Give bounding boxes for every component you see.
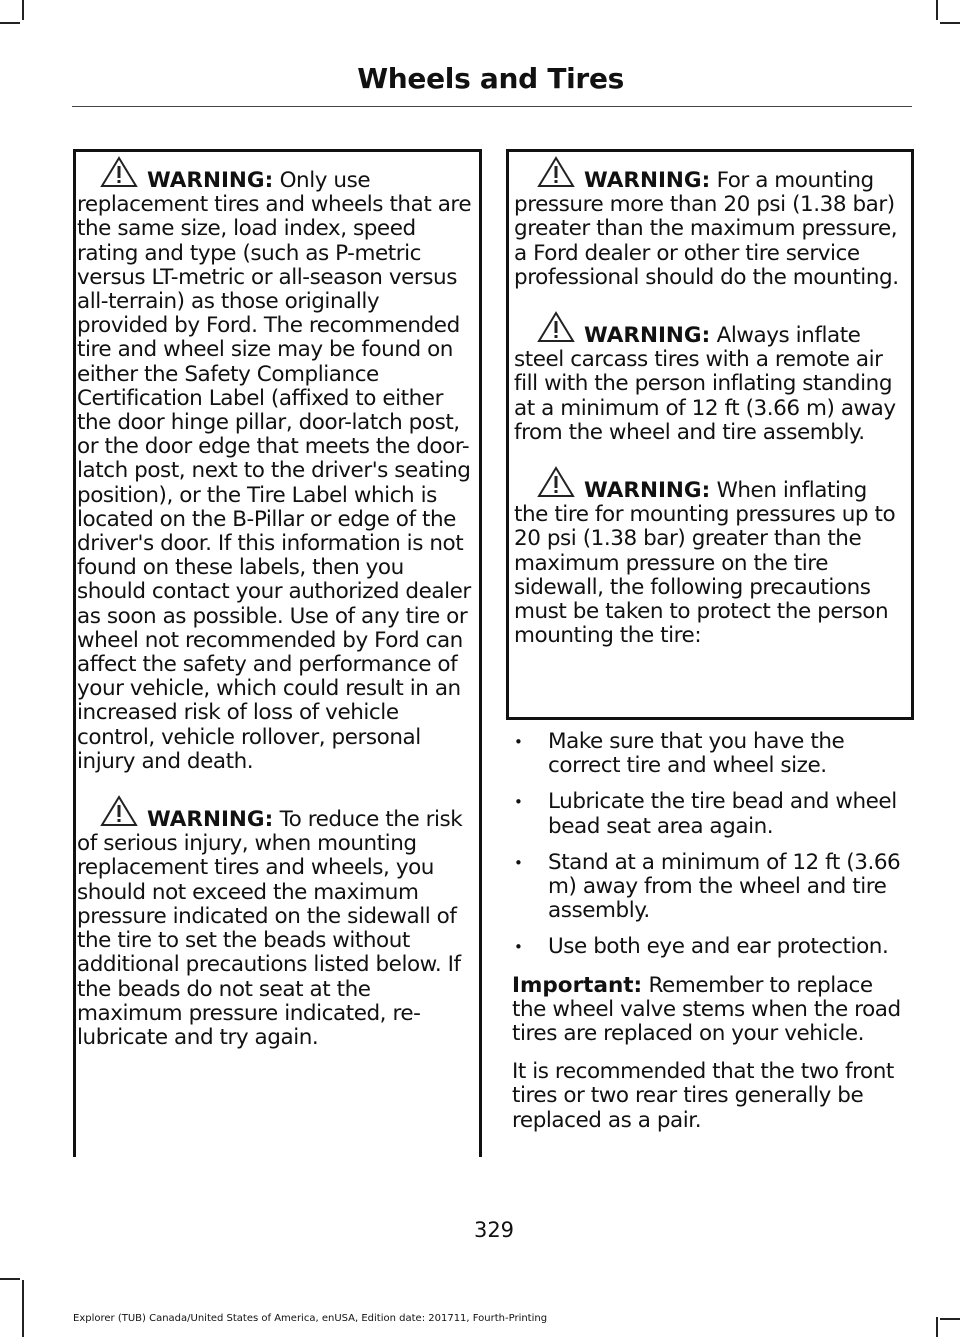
crop-mark	[22, 0, 24, 20]
warning-triangle-icon	[536, 310, 576, 344]
warning-block	[514, 465, 906, 648]
warning-label: WARNING:	[584, 478, 711, 504]
closing-paragraph: It is recommended that the two front tires or two rear tires generally be replaced as a pair.	[512, 1059, 894, 1133]
section-title: Wheels and Tires	[357, 62, 624, 95]
crop-mark	[22, 1280, 24, 1337]
warning-triangle-icon	[99, 794, 139, 828]
important-text: Remember to replace the wheel valve stems when the road tires are replaced on your vehicle.	[512, 972, 901, 1047]
warning-label: WARNING:	[584, 168, 711, 193]
warning-text: Only use replacement tires and wheels that are the same size, load index, speed rating and type (such as P-metric versus LT-metric or all-season versus all-terrain) as those originally provided by Ford. The recommended tire and wheel size may be found on either the Safety Compliance Certification Label (affixed to either the door hinge pillar, door-latch post, or the door edge that meets the door-latch post, next to the driver's seating position), or the Tire Label which is located on the B-Pillar or edge of the driver's door. If this information is not found on these labels, then you should contact your authorized dealer as soon as possible. Use of any tire or wheel not recommended by Ford can affect the safety and performance of your vehicle, which could result in an increased risk of loss of vehicle control, vehicle rollover, personal injury and death.	[77, 168, 472, 774]
warning-text: To reduce the risk of serious injury, when mounting replacement tires and wheels, you should not exceed the maximum pressure indicated on the sidewall of the tire to set the beads without additional precautions listed below. If the beads do not seat at the maximum pressure indicated, re-lubricate and try again.	[77, 807, 463, 1050]
crop-mark	[936, 0, 938, 20]
warning-block	[514, 310, 906, 445]
warning-triangle-icon	[536, 465, 576, 499]
crop-mark	[0, 22, 20, 24]
warning-triangle-icon	[536, 155, 576, 189]
warning-text: Always inflate steel carcass tires with a remote air fill with the person inflating standing at a minimum of 12 ft (3.66 m) away from the wheel and tire assembly.	[514, 323, 896, 445]
right-body	[512, 730, 912, 1147]
warning-label: WARNING:	[147, 807, 274, 833]
crop-mark	[0, 1278, 20, 1280]
warning-triangle-icon	[99, 155, 139, 189]
warning-label: WARNING:	[147, 168, 274, 193]
list-item: • Use both eye and ear protection.	[512, 935, 912, 959]
crop-mark	[940, 22, 960, 24]
left-warning-box	[73, 149, 482, 1157]
right-warning-box	[506, 149, 914, 720]
crop-mark	[936, 1317, 938, 1337]
warning-block	[77, 794, 474, 1050]
warning-text: For a mounting pressure more than 20 psi (1.38 bar) greater than the maximum pressure, a Ford dealer or other tire service professional should do the mounting.	[514, 168, 899, 290]
list-item: • Stand at a minimum of 12 ft (3.66 m) away from the wheel and tire assembly.	[512, 851, 912, 924]
list-item: • Make sure that you have the correct tire and wheel size.	[512, 730, 912, 778]
footer-text: Explorer (TUB) Canada/United States of America, enUSA, Edition date: 201711, Fourth-Printing	[73, 1313, 548, 1324]
important-label: Important:	[512, 972, 643, 998]
crop-mark	[940, 1318, 960, 1320]
precautions-list	[512, 730, 912, 960]
warning-block	[514, 155, 906, 290]
warning-text: When inflating the tire for mounting pressures up to 20 psi (1.38 bar) greater than the maximum pressure on the tire sidewall, the following precautions must be taken to protect the person mounting the tire:	[514, 478, 896, 649]
page-number: 329	[473, 1218, 515, 1242]
list-item: • Lubricate the tire bead and wheel bead seat area again.	[512, 790, 912, 838]
header-divider	[72, 106, 912, 107]
warning-label: WARNING:	[584, 323, 711, 349]
warning-block	[77, 155, 474, 774]
important-note	[512, 974, 912, 1047]
